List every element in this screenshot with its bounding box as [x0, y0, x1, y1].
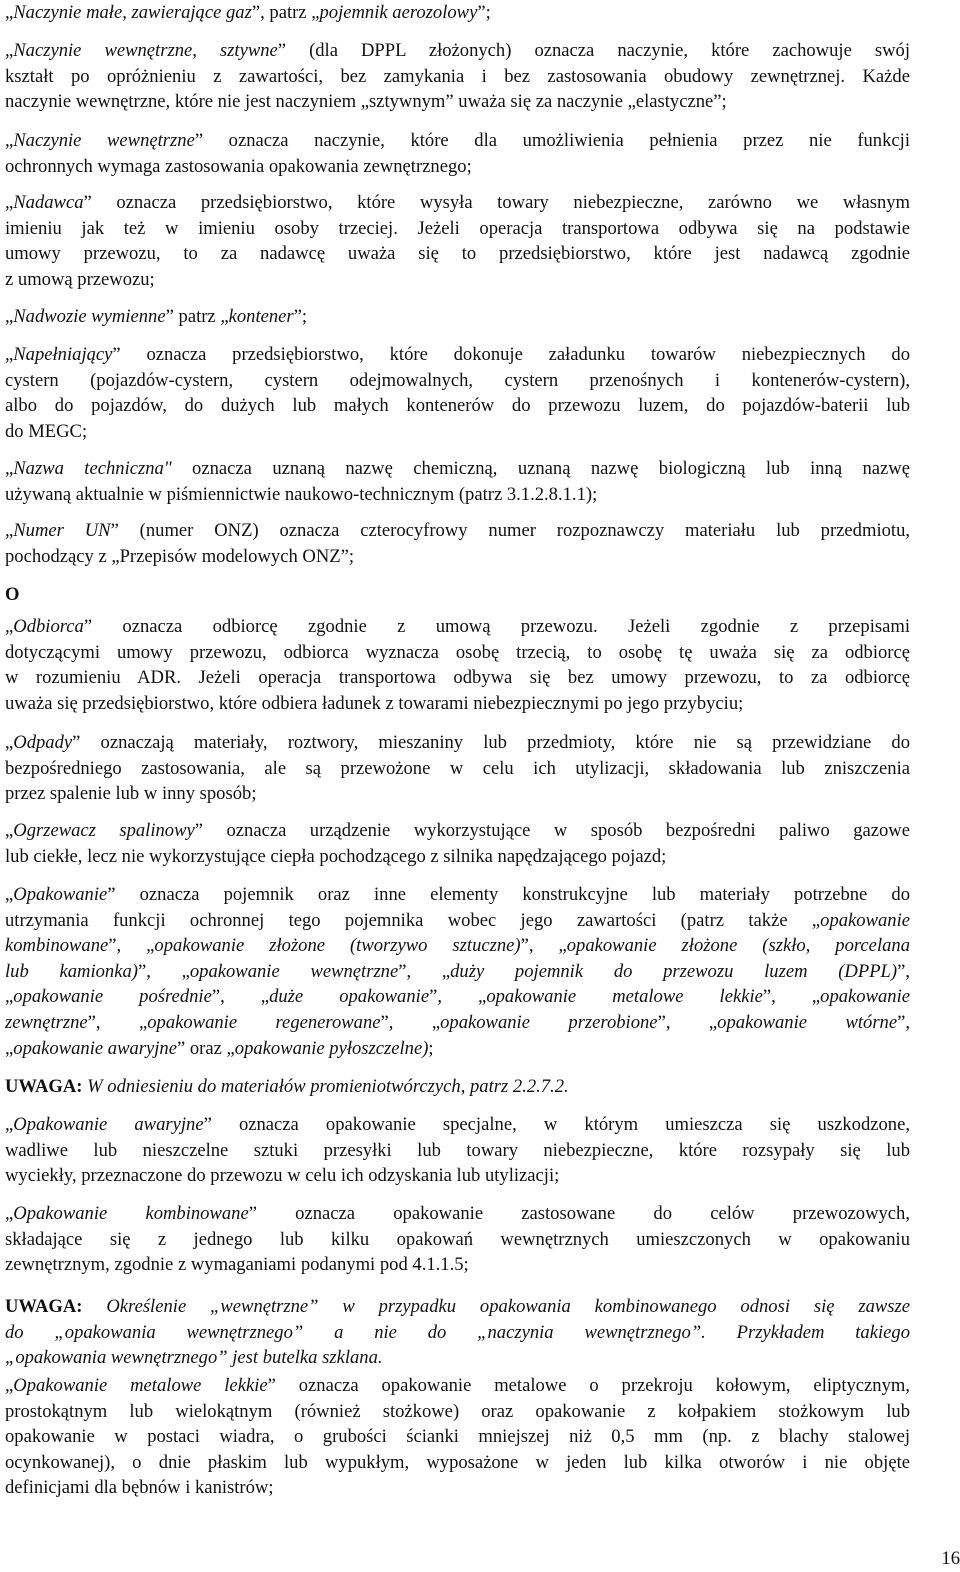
text-line: „opakowania wewnętrznego” jest butelka szklana.: [5, 1347, 383, 1369]
text-line: przez spalenie lub w inny sposób;: [5, 783, 257, 805]
text-line: UWAGA: W odniesieniu do materiałów promieniotwórczych, patrz 2.2.7.2.: [5, 1076, 569, 1097]
text-line: kombinowane”, „opakowanie złożone (tworzywo sztuczne)”, „opakowanie złożone (szkło, porcelana: [5, 935, 910, 957]
text-line: „Napełniający” oznacza przedsiębiorstwo, które dokonuje załadunku towarów niebezpiecznych do: [5, 344, 910, 365]
text-line: do MEGC;: [5, 420, 88, 442]
paragraph-opakowanie-kombinowane: [5, 1201, 910, 1278]
text-line: imieniu jak też w imieniu osoby trzeciej. Jeżeli operacja transportowa odbywa się na podstawie: [5, 217, 910, 239]
paragraph-uwaga-2: [5, 1294, 910, 1371]
text-line: UWAGA: Określenie „wewnętrzne” w przypadku opakowania kombinowanego odnosi się zawsze: [5, 1296, 910, 1317]
text-line: umowy przewozu, to za nadawcę uważa się to przedsiębiorstwo, które jest nadawcą zgodnie: [5, 243, 910, 265]
text-line: w rozumieniu ADR. Jeżeli operacja transportowa odbywa się bez umowy przewozu, to za odbiorcę: [5, 667, 910, 689]
paragraph-naczynie-wewnetrzne: [5, 128, 910, 179]
paragraph-naczynie-wewnetrzne-sztywne: [5, 38, 910, 115]
text-line: z umową przewozu;: [5, 268, 155, 290]
text-line: „Naczynie wewnętrzne” oznacza naczynie, które dla umożliwienia pełnienia przez nie funkcji: [5, 130, 910, 151]
text-line: O: [5, 584, 20, 605]
text-line: składające się z jednego lub kilku opakowań wewnętrznych umieszczonych w opakowaniu: [5, 1228, 910, 1250]
text-line: „Ogrzewacz spalinowy” oznacza urządzenie wykorzystujące w sposób bezpośredni paliwo gazowe: [5, 820, 910, 841]
text-line: „opakowanie pośrednie”, „duże opakowanie”, „opakowanie metalowe lekkie”, „opakowanie: [5, 986, 910, 1008]
paragraph-numer-un: [5, 518, 910, 569]
text-line: zewnętrzne”, „opakowanie regenerowane”, „opakowanie przerobione”, „opakowanie wtórne”,: [5, 1011, 911, 1033]
text-line: „Naczynie małe, zawierające gaz”, patrz „pojemnik aerozolowy”;: [5, 2, 491, 23]
text-line: „Opakowanie kombinowane” oznacza opakowanie zastosowane do celów przewozowych,: [5, 1203, 910, 1224]
paragraph-ogrzewacz-spalinowy: [5, 818, 910, 869]
paragraph-nadwozie-wymienne: [5, 304, 910, 330]
page-number: 16: [941, 1548, 960, 1569]
text-line: zewnętrznym, zgodnie z wymaganiami podanymi pod 4.1.1.5;: [5, 1254, 469, 1276]
text-line: lub kamionka)”, „opakowanie wewnętrzne”, „duży pojemnik do przewozu luzem (DPPL)”,: [5, 960, 910, 982]
paragraph-naczynie-male: [5, 0, 910, 26]
text-line: „Numer UN” (numer ONZ) oznacza czterocyfrowy numer rozpoznawczy materiału lub przedmiotu,: [5, 520, 911, 541]
text-line: „Opakowanie” oznacza pojemnik oraz inne elementy konstrukcyjne lub materiały potrzebne do: [5, 884, 910, 905]
text-line: „opakowanie awaryjne” oraz „opakowanie pyłoszczelne);: [5, 1037, 434, 1059]
text-line: dotyczącymi umowy przewozu, odbiorca wyznacza osobę trzecią, to osobę tę uważa się za odbiorcę: [5, 641, 910, 663]
paragraph-napelniajacy: [5, 342, 910, 444]
text-line: ochronnych wymaga zastosowania opakowania zewnętrznego;: [5, 155, 472, 177]
text-line: do „opakowania wewnętrznego” a nie do „naczynia wewnętrznego”. Przykładem takiego: [5, 1321, 910, 1343]
text-line: „Nazwa techniczna" oznacza uznaną nazwę chemiczną, uznaną nazwę biologiczną lub inną nazwę: [5, 458, 910, 479]
text-line: „Nadawca” oznacza przedsiębiorstwo, które wysyła towary niebezpieczne, zarówno we własnym: [5, 192, 910, 213]
paragraph-nadawca: [5, 190, 910, 292]
text-line: definicjami dla bębnów i kanistrów;: [5, 1477, 274, 1499]
paragraph-odbiorca: [5, 614, 910, 716]
paragraph-letter-o: [5, 582, 910, 608]
paragraph-opakowanie-awaryjne: [5, 1112, 910, 1189]
text-line: kształt po opróżnieniu z zawartości, bez zamykania i bez zastosowania obudowy zewnętrznej. Każde: [5, 65, 910, 87]
text-line: uważa się przedsiębiorstwo, które odbiera ładunek z towarami niebezpiecznymi po jego przybyciu;: [5, 692, 744, 714]
text-line: naczynie wewnętrzne, które nie jest naczyniem „sztywnym” uważa się za naczynie „elastyczne”;: [5, 91, 727, 113]
paragraph-uwaga-1: [5, 1074, 910, 1100]
text-line: wadliwe lub nieszczelne sztuki przesyłki lub towary niebezpieczne, które rozsypały się lub: [5, 1139, 910, 1161]
text-line: lub ciekłe, lecz nie wykorzystujące ciepła pochodzącego z silnika napędzającego pojazd;: [5, 845, 667, 867]
paragraph-odpady: [5, 730, 910, 807]
text-line: używaną aktualnie w piśmiennictwie naukowo-technicznym (patrz 3.1.2.8.1.1);: [5, 483, 598, 505]
text-line: „Opakowanie awaryjne” oznacza opakowanie specjalne, w którym umieszcza się uszkodzone,: [5, 1114, 910, 1135]
text-line: pochodzący z „Przepisów modelowych ONZ”;: [5, 545, 355, 567]
text-line: „Nadwozie wymienne” patrz „kontener”;: [5, 306, 308, 327]
text-line: „Naczynie wewnętrzne, sztywne” (dla DPPL złożonych) oznacza naczynie, które zachowuje swój: [5, 40, 910, 61]
text-line: „Odbiorca” oznacza odbiorcę zgodnie z umową przewozu. Jeżeli zgodnie z przepisami: [5, 616, 910, 637]
text-line: „Odpady” oznaczają materiały, roztwory, mieszaniny lub przedmioty, które nie są przewidziane do: [5, 732, 910, 753]
text-line: bezpośredniego zastosowania, ale są przewożone w celu ich utylizacji, składowania lub zniszczenia: [5, 757, 910, 779]
paragraph-opakowanie: [5, 882, 910, 1061]
text-line: „Opakowanie metalowe lekkie” oznacza opakowanie metalowe o przekroju kołowym, eliptycznym,: [5, 1375, 910, 1396]
paragraph-opakowanie-metalowe-lekkie: [5, 1373, 910, 1501]
paragraph-nazwa-techniczna: [5, 456, 910, 507]
text-line: utrzymania funkcji ochronnej tego pojemnika wobec jego zawartości (patrz także „opakowanie: [5, 909, 910, 931]
text-line: ocynkowanej), o dnie płaskim lub wypukłym, wyposażone w jeden lub kilka otworów i nie objęte: [5, 1451, 910, 1473]
text-line: cystern (pojazdów-cystern, cystern odejmowalnych, cystern przenośnych i kontenerów-cystern),: [5, 369, 910, 391]
text-line: prostokątnym lub wielokątnym (również stożkowe) oraz opakowanie z kołpakiem stożkowym lub: [5, 1400, 910, 1422]
text-line: albo do pojazdów, do dużych lub małych kontenerów do przewozu luzem, do pojazdów-baterii lub: [5, 395, 910, 417]
text-line: wyciekły, przeznaczone do przewozu w celu ich odzyskania lub utylizacji;: [5, 1165, 560, 1187]
text-line: opakowanie w postaci wiadra, o grubości ścianki mniejszej niż 0,5 mm (np. z blachy stalowej: [5, 1426, 910, 1448]
